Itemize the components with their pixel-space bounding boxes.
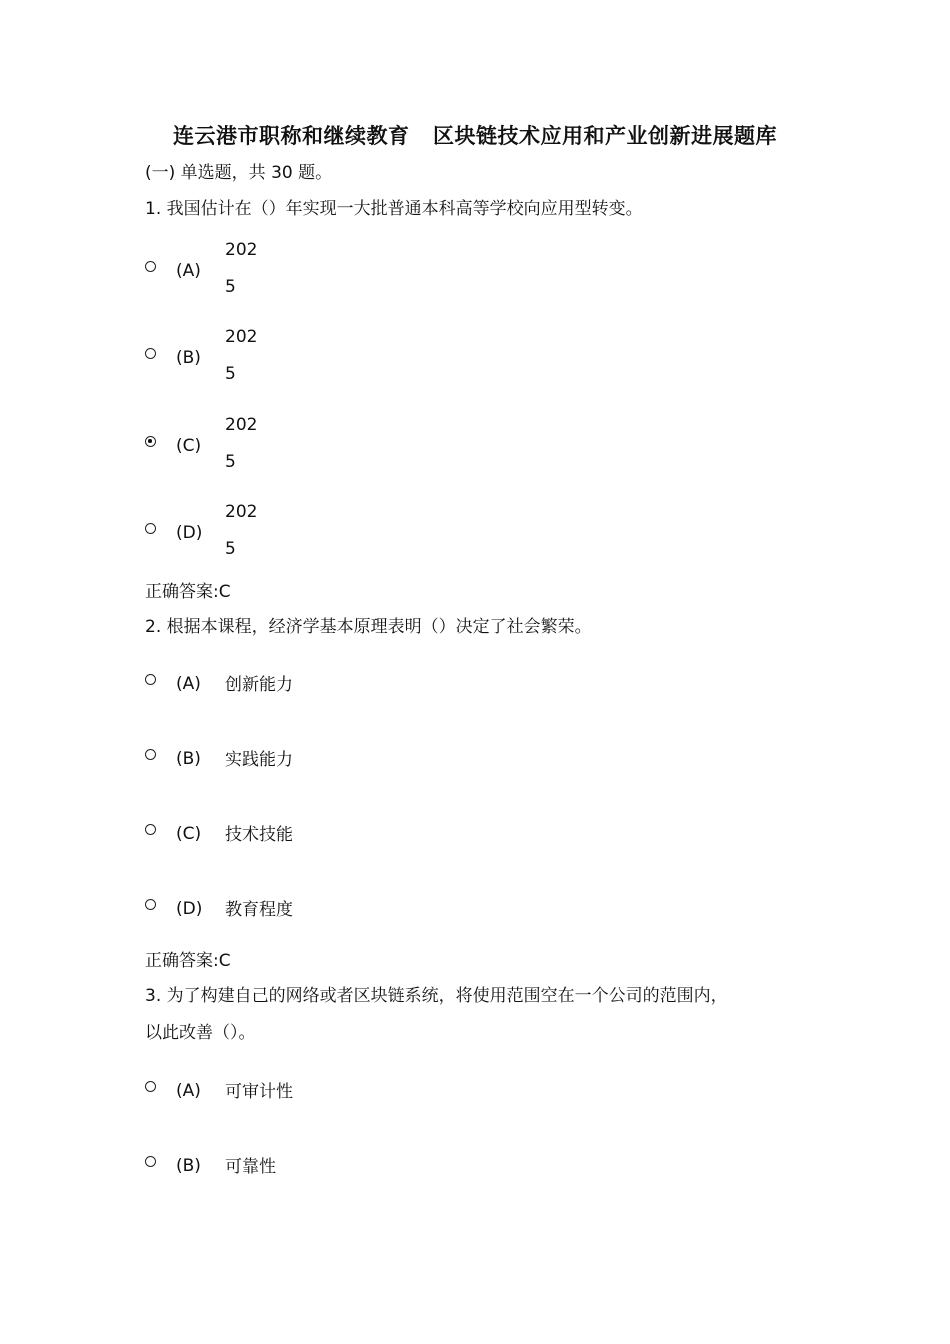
option-row[interactable] [145,413,845,473]
option-row[interactable] [145,893,845,953]
radio-button[interactable] [145,824,156,835]
option-row[interactable] [145,743,845,803]
question-stem: 2. 根据本课程，经济学基本原理表明（）决定了社会繁荣。 [145,617,592,637]
option-text: 实践能力 [225,750,293,770]
correct-answer: 正确答案:C [145,582,231,602]
option-text: 2025 [225,502,258,559]
radio-button[interactable] [145,674,156,685]
option-row[interactable] [145,325,845,385]
option-row[interactable] [145,1150,845,1210]
correct-answer: 正确答案:C [145,951,231,971]
radio-button[interactable] [145,348,156,359]
option-letter: (A) [176,1081,201,1101]
option-row[interactable] [145,818,845,878]
option-letter: (C) [176,436,202,456]
option-text: 创新能力 [225,675,293,695]
option-text: 2025 [225,415,258,472]
option-letter: (A) [176,261,201,281]
question-stem: 1. 我国估计在（）年实现一大批普通本科高等学校向应用型转变。 [145,199,643,219]
radio-button[interactable] [145,749,156,760]
option-letter: (B) [176,1156,201,1176]
option-text: 可靠性 [225,1157,276,1177]
option-row[interactable] [145,500,845,560]
option-text: 2025 [225,327,258,384]
question-stem: 3. 为了构建自己的网络或者区块链系统，将使用范围空在一个公司的范围内， [145,986,728,1006]
radio-button[interactable] [145,261,156,272]
option-letter: (D) [176,523,203,543]
page-title: 连云港市职称和继续教育 区块链技术应用和产业创新进展题库 [173,124,777,148]
option-letter: (B) [176,348,201,368]
radio-button[interactable] [145,523,156,534]
option-text: 技术技能 [225,825,293,845]
option-letter: (A) [176,674,201,694]
option-row[interactable] [145,668,845,728]
option-row[interactable] [145,238,845,298]
option-letter: (C) [176,824,202,844]
option-letter: (B) [176,749,201,769]
radio-button[interactable] [145,899,156,910]
option-row[interactable] [145,1075,845,1135]
radio-button[interactable] [145,1156,156,1167]
option-letter: (D) [176,899,203,919]
radio-button-selected[interactable] [145,436,156,447]
option-text: 可审计性 [225,1082,293,1102]
option-text: 教育程度 [225,900,293,920]
option-text: 2025 [225,240,258,297]
radio-button[interactable] [145,1081,156,1092]
question-stem-continued: 以此改善（）。 [145,1023,256,1043]
section-heading: (一) 单选题，共 30 题。 [145,163,333,183]
